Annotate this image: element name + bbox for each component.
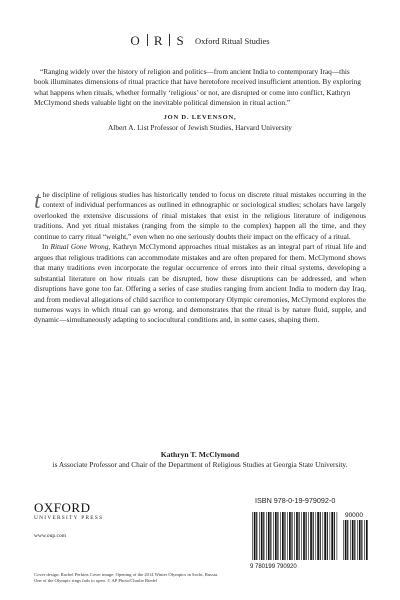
barcode-bar <box>266 512 267 560</box>
publisher-logo: OXFORD <box>34 500 91 515</box>
barcode-bar <box>354 520 355 560</box>
barcode-bar <box>259 512 260 560</box>
publisher-block <box>34 500 154 539</box>
barcode-bar <box>263 512 264 560</box>
barcode-bar <box>337 512 338 560</box>
author-bio-text: is Associate Professor and Chair of the Department of Religious Studies at Georgia State University. <box>52 460 348 470</box>
barcode-bar <box>284 512 285 560</box>
barcode-bar <box>294 512 295 560</box>
barcode-bar <box>317 512 319 560</box>
barcode-bar <box>308 512 309 560</box>
barcode-bar <box>361 520 362 560</box>
barcode-bar <box>275 512 277 560</box>
drop-cap: t <box>34 188 41 214</box>
logo-divider <box>169 34 170 46</box>
logo-letter-o: O <box>130 33 141 48</box>
barcode-bar <box>330 512 331 560</box>
barcode-bar <box>324 512 326 560</box>
description-paragraph-2 <box>34 242 366 326</box>
barcode-bar <box>315 512 316 560</box>
series-header <box>0 32 400 50</box>
logo-letter-s: S <box>176 33 185 48</box>
barcode <box>246 508 368 570</box>
barcode-bar <box>306 512 307 560</box>
logo-letter-r: R <box>153 33 164 48</box>
cover-credits <box>34 572 234 584</box>
barcode-bar <box>256 512 257 560</box>
endorsement-attribution <box>34 113 366 134</box>
barcode-bar <box>323 512 324 560</box>
barcode-bar <box>345 520 347 560</box>
author-bio <box>34 450 366 471</box>
barcode-bar <box>301 512 302 560</box>
barcode-bar <box>366 520 368 560</box>
barcode-bar <box>359 520 361 560</box>
barcode-bar <box>299 512 300 560</box>
publisher-subname: UNIVERSITY PRESS <box>34 515 104 521</box>
barcode-bar <box>313 512 314 560</box>
barcode-bar <box>296 512 298 560</box>
barcode-bar <box>343 520 344 560</box>
book-title: Ritual Gone Wrong <box>50 242 109 252</box>
barcode-bar <box>310 512 312 560</box>
barcode-bar <box>291 512 292 560</box>
barcode-bar <box>282 512 284 560</box>
barcode-bar <box>357 520 358 560</box>
barcode-bar <box>280 512 281 560</box>
barcode-bar <box>320 512 321 560</box>
endorser-name: JON D. LEVENSON, <box>163 113 237 121</box>
barcode-bar <box>287 512 288 560</box>
barcode-bar <box>364 520 365 560</box>
barcode-addon-digits: 90000 <box>344 512 364 519</box>
barcode-bar <box>277 512 278 560</box>
barcode-bar <box>334 512 335 560</box>
cover-credits-line-2: One of the Olympic rings fails to open. © AP Photo/Charlie Riedel <box>34 578 157 583</box>
paragraph-2-text: , Kathryn McClymond approaches ritual mistakes as an integral part of ritual life and argues that religious traditions can accommodate mistakes and are often prepared for them. McClymond shows that many traditions even incorporate the regular occurrence of errors into their ritual systems, developing a substantial literature on how rituals can be disrupted, how these disruptions can be addressed, and when disruptions have gone too far. Offering a series of case studies ranging from ancient India to modern day Iraq, and from medieval allegations of child sacrifice to contemporary Olympic ceremonies, McClymond explores the numerous ways in which ritual can go wrong, and demonstrates that the ritual is by nature fluid, supple, and dynamic—simultaneously adapting to sociocultural conditions and, in some cases, shaping them. <box>34 242 366 325</box>
barcode-bar <box>331 512 333 560</box>
isbn-label: ISBN 978-0-19-979092-0 <box>255 496 336 505</box>
barcode-bar <box>350 520 351 560</box>
barcode-bar <box>327 512 328 560</box>
barcode-bar <box>352 520 354 560</box>
barcode-bar <box>303 512 305 560</box>
series-logo <box>130 33 189 48</box>
barcode-bar <box>261 512 263 560</box>
paragraph-2-prefix: In <box>42 242 51 252</box>
series-name: Oxford Ritual Studies <box>194 36 270 46</box>
description-paragraph-1 <box>34 190 366 242</box>
barcode-digits: 9 780199 790920 <box>250 564 297 570</box>
endorser-title: Albert A. List Professor of Jewish Studies, Harvard University <box>108 123 292 133</box>
endorsement-blurb <box>34 67 366 133</box>
logo-divider <box>147 34 148 46</box>
barcode-bar <box>347 520 348 560</box>
book-description <box>34 190 366 326</box>
barcode-bar <box>270 512 271 560</box>
barcode-bar <box>289 512 291 560</box>
barcode-bar <box>273 512 274 560</box>
cover-credits-line-1: Cover design: Rachel Perkins Cover image: Opening of the 2014 Winter Olympics in Sochi, Russia. <box>34 572 219 577</box>
description-paragraph-1-text: he discipline of religious studies has historically tended to focus on discrete ritual mistakes occurring in the context of individual performances as outlined in ethnographic or sociological studies; scholars have largely overlooked the extensive discussions of ritual mistakes that exist in the religious literature of indigenous traditions. And yet ritual mistakes (ranging from the simple to the complex) happen all the time, and they continue to carry ritual “weight,” even when no one seriously doubts their impact on the efficacy of a ritual. <box>34 190 366 241</box>
endorsement-quote: “Ranging widely over the history of religion and politics—from ancient India to contemporary Iraq—this book illuminates dimensions of ritual practice that have heretofore received insufficient attention. By exploring what happens when rituals, whether formally ‘religious’ or not, are disrupted or come into conflict, Kathryn McClymond sheds valuable light on the inevitable political dimension in ritual action.” <box>34 67 361 108</box>
barcode-bar <box>252 512 253 560</box>
barcode-bar <box>268 512 270 560</box>
publisher-website: www.oup.com <box>34 533 67 539</box>
barcode-bar <box>254 512 256 560</box>
author-name: Kathryn T. McClymond <box>160 450 240 459</box>
